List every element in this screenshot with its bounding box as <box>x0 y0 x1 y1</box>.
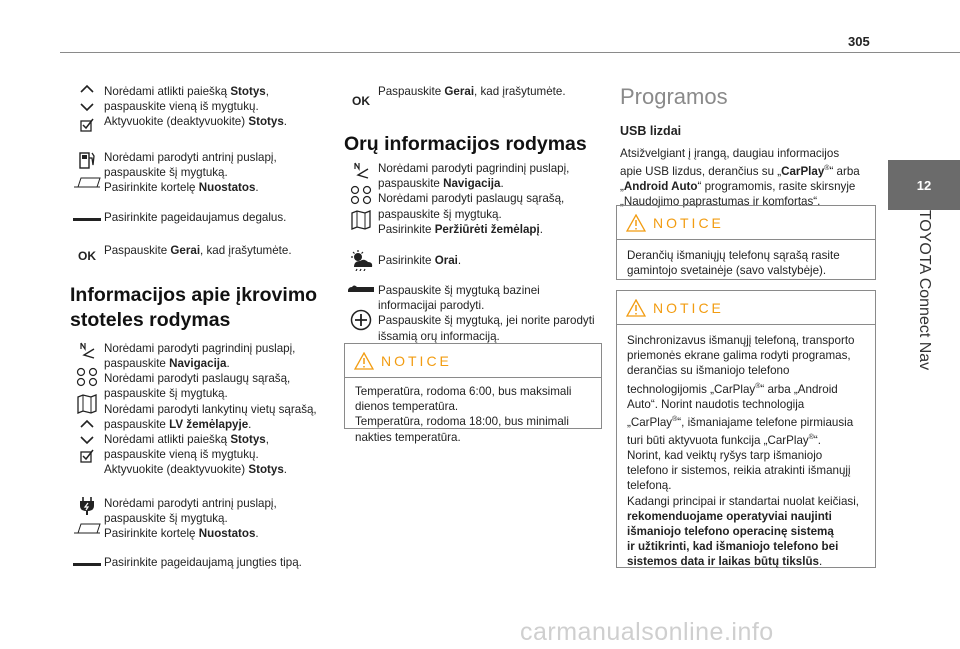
notice-box-carplay: NOTICE Sinchronizavus išmanųjį telefoną, transporto priemonės ekrane galima rodyti programas, derančias su išmaniojo telefono technologijomis „CarPlay®“ arba „Android Auto“. Norint naudotis technologija „CarPlay®“, išmaniajame telefone pirmiausia turi būti aktyvuota funkcija „CarPlay®“. Norint, kad veiktų ryšys tarp išmaniojo telefono ir sistemos, reikia atrakinti išmanųjį telefoną. Kadangi principai ir standartai nuolat keičiasi, rekomenduojame operatyviai naujinti išmaniojo telefono operacinę sistemą ir užtikrinti, kad išmaniojo telefono bei sistemos data ir laikas būtų tikslūs. <box>616 290 876 568</box>
charging-plug-icon <box>78 496 96 516</box>
chapter-tab[interactable] <box>888 160 960 210</box>
warning-icon <box>626 214 646 232</box>
notice-title: NOTICE <box>653 214 724 231</box>
instruction-weather-nav: Norėdami parodyti pagrindinį puslapį, paspauskite Navigacija. Norėdami parodyti paslaugų sąrašą, paspauskite šį mygtuką. Pasirinkite Peržiūrėti žemėlapį. <box>344 161 604 237</box>
instruction-weather-details: Paspauskite šį mygtuką bazinei informacijai parodyti. Paspauskite šį mygtuką, jei norite parodyti išsamią orų informaciją. <box>344 283 604 344</box>
section-heading-charging: Informacijos apie įkrovimo stoteles rodymas <box>70 283 318 331</box>
notice-title: NOTICE <box>653 299 724 316</box>
selection-bar-icon <box>72 555 102 569</box>
column-1 <box>70 84 330 570</box>
instruction-connector-type: Pasirinkite pageidaujamą jungties tipą. <box>70 555 330 570</box>
services-list-icon <box>350 185 372 205</box>
notice-box-temperature: NOTICE Temperatūra, rodoma 6:00, bus maksimali dienos temperatūra. Temperatūra, rodoma 18:00, bus minimali nakties temperatūra. <box>344 343 602 429</box>
section-heading-programs: Programos <box>620 84 728 109</box>
map-view-icon <box>76 393 98 415</box>
settings-tab-icon <box>72 522 102 534</box>
chapter-number: 12 <box>916 177 932 193</box>
navigation-arrow-icon <box>78 341 96 359</box>
column-3 <box>620 84 875 210</box>
chevron-down-icon <box>79 102 95 112</box>
instruction-charging-secondary: Norėdami parodyti antrinį puslapį, paspauskite šį mygtuką. Pasirinkite kortelę Nuostatos. <box>70 496 330 542</box>
selection-bar-icon <box>72 210 102 224</box>
navigation-arrow-icon <box>352 161 370 179</box>
services-list-icon <box>76 367 98 387</box>
notice-title: NOTICE <box>381 352 452 369</box>
checkbox-icon <box>80 118 94 132</box>
column-2 <box>344 84 604 344</box>
usb-paragraph: Atsižvelgiant į įrangą, daugiau informacijos apie USB lizdus, derančius su „CarPlay®“ arba „Android Auto“ programomis, rasite skirsnyje „Naudojimo paprastumas ir komfortas“. <box>620 147 860 209</box>
chapter-label: TOYOTA Connect Nav <box>916 209 933 371</box>
instruction-ok-save: OK Paspauskite Gerai, kad įrašytumėte. <box>78 243 292 263</box>
instruction-search-stations: Norėdami atlikti paiešką Stotys, paspauskite vieną iš mygtukų. Aktyvuokite (deaktyvuokite) Stotys. <box>70 84 330 132</box>
section-heading-weather: Orų informacijos rodymas <box>344 133 587 155</box>
ok-button[interactable]: OK <box>78 248 96 263</box>
ok-button[interactable]: OK <box>352 94 370 108</box>
map-view-icon <box>350 209 372 231</box>
instruction-select-fuel: Pasirinkite pageidaujamus degalus. <box>70 210 330 225</box>
weather-icon <box>348 249 374 271</box>
plus-circle-icon <box>350 309 372 331</box>
instruction-secondary-page: Norėdami parodyti antrinį puslapį, paspauskite šį mygtuką. Pasirinkite kortelę Nuostatos. <box>70 150 330 196</box>
header-rule <box>60 52 960 53</box>
warning-icon <box>354 352 374 370</box>
watermark: carmanualsonline.info <box>520 618 774 646</box>
settings-tab-icon <box>72 176 102 188</box>
page-number: 305 <box>848 34 870 49</box>
notice-box-phones: NOTICE Derančių išmaniųjų telefonų sąrašą rasite gamintojo svetainėje (savo valstybėje). <box>616 205 876 280</box>
chevron-up-icon <box>79 84 95 94</box>
instruction-select-weather: Pasirinkite Orai. <box>344 249 604 271</box>
chevron-up-icon <box>79 419 95 429</box>
warning-icon <box>626 299 646 317</box>
chevron-down-icon <box>79 435 95 445</box>
fuel-station-icon <box>78 150 96 170</box>
weather-bar-icon <box>346 283 376 295</box>
instruction-charging-list: Norėdami parodyti pagrindinį puslapį, paspauskite Navigacija. Norėdami parodyti paslaugų sąrašą, paspauskite šį mygtuką. Norėdami parodyti lankytinų vietų sąrašą, paspauskite LV žemėlapyje. Norėdami atlikti paiešką Stotys, paspauskite vieną iš mygtukų. Aktyvuokite (deaktyvuokite) Stotys. <box>70 341 330 478</box>
subheading-usb: USB lizdai <box>620 124 682 138</box>
instruction-ok-save-2: OK Paspauskite Gerai, kad įrašytumėte. <box>352 85 566 108</box>
checkbox-icon <box>80 449 94 463</box>
